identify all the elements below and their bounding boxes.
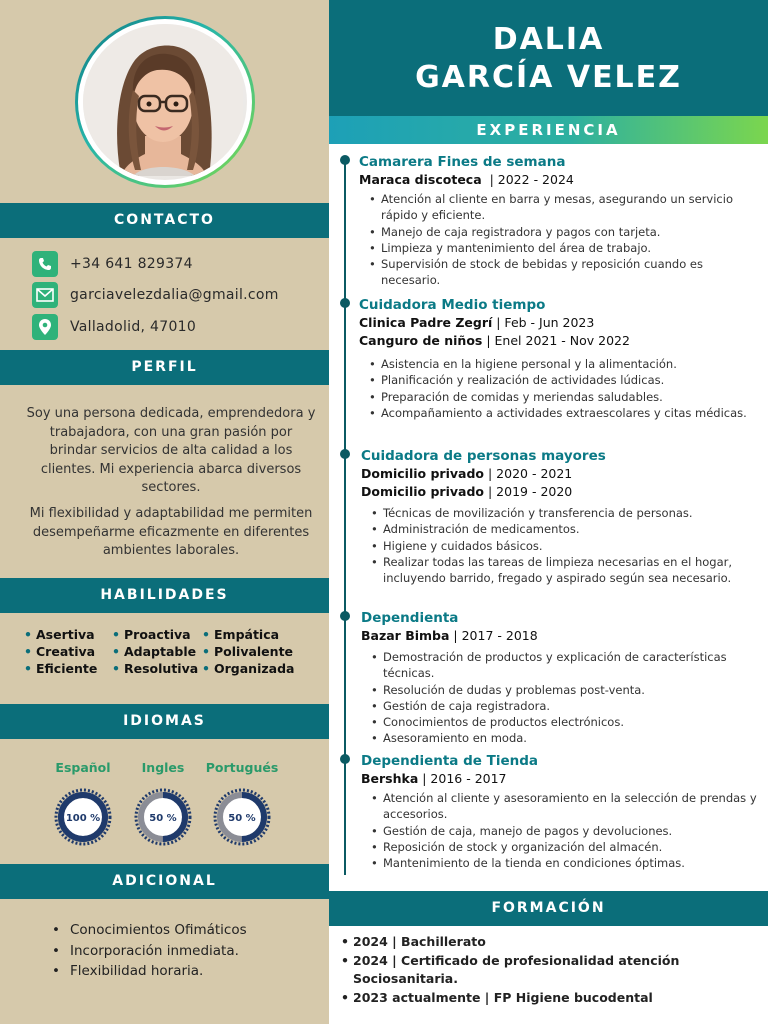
contact-location-row bbox=[32, 314, 196, 340]
main-column bbox=[329, 0, 768, 1024]
language-name: Ingles bbox=[141, 760, 185, 775]
job-place: Clinica Padre Zegrí | Feb - Jun 2023 bbox=[359, 315, 595, 330]
education-heading: FORMACIÓN bbox=[329, 891, 768, 926]
job-bullet: • Administración de medicamentos. bbox=[383, 521, 761, 537]
contact-phone-row bbox=[32, 251, 193, 277]
sidebar bbox=[0, 0, 329, 1024]
job-bullet: • Mantenimiento de la tienda en condiciones óptimas. bbox=[383, 855, 761, 871]
language-item bbox=[48, 760, 118, 846]
job-bullet: • Atención al cliente y asesoramiento en la selección de prendas y accesorios. bbox=[383, 790, 761, 823]
skill-item: • Adaptable bbox=[112, 644, 197, 659]
education-list bbox=[353, 933, 763, 1007]
additional-heading: ADICIONAL bbox=[0, 864, 329, 899]
languages-heading: IDIOMAS bbox=[0, 704, 329, 739]
language-name: Portugués bbox=[205, 760, 279, 775]
profile-heading: PERFIL bbox=[0, 350, 329, 385]
language-gauge bbox=[134, 788, 192, 846]
job-bullet: • Asistencia en la higiene personal y la alimentación. bbox=[381, 356, 759, 372]
skill-item: • Polivalente bbox=[202, 644, 294, 659]
last-name: GARCÍA VELEZ bbox=[415, 60, 682, 95]
first-name: DALIA bbox=[492, 22, 605, 57]
job-bullets bbox=[359, 356, 759, 421]
language-level: 50 % bbox=[149, 813, 177, 824]
language-gauge bbox=[54, 788, 112, 846]
job-bullet: • Supervisión de stock de bebidas y reposición cuando es necesario. bbox=[381, 256, 759, 289]
job-bullet: • Realizar todas las tareas de limpieza necesarias en el hogar, incluyendo barrido, fregado y aspirado según sea necesario. bbox=[383, 554, 761, 587]
additional-item: • Conocimientos Ofimáticos bbox=[52, 920, 247, 941]
location-pin-icon bbox=[32, 314, 58, 340]
job-bullet: • Planificación y realización de actividades lúdicas. bbox=[381, 372, 759, 388]
language-name: Español bbox=[55, 760, 111, 775]
job-place: Bazar Bimba | 2017 - 2018 bbox=[361, 628, 538, 643]
job-entry bbox=[361, 609, 761, 747]
profile-paragraph-1: Soy una persona dedicada, emprendedora y trabajadora, con una gran pasión por brindar servicios de alta calidad a los clientes. Mi experiencia abarca diversos sectores. bbox=[26, 406, 316, 495]
job-bullet: • Acompañamiento a actividades extraescolares y citas médicas. bbox=[381, 405, 759, 421]
job-bullet: • Atención al cliente en barra y mesas, asegurando un servicio rápido y eficiente. bbox=[381, 191, 759, 224]
additional-item: • Flexibilidad horaria. bbox=[52, 961, 247, 982]
job-bullet: • Conocimientos de productos electrónicos. bbox=[383, 714, 761, 730]
job-bullets bbox=[361, 505, 761, 586]
language-level: 50 % bbox=[228, 813, 256, 824]
phone-icon bbox=[32, 251, 58, 277]
skill-item: • Proactiva bbox=[112, 627, 191, 642]
skills-heading: HABILIDADES bbox=[0, 578, 329, 613]
skills-grid bbox=[24, 627, 314, 676]
job-bullet: • Reposición de stock y organización del almacén. bbox=[383, 839, 761, 855]
job-bullet: • Higiene y cuidados básicos. bbox=[383, 538, 761, 554]
job-place: Domicilio privado | 2019 - 2020 bbox=[361, 484, 573, 499]
job-bullet: • Manejo de caja registradora y pagos con tarjeta. bbox=[381, 224, 759, 240]
job-entry bbox=[361, 447, 761, 586]
job-bullet: • Técnicas de movilización y transferencia de personas. bbox=[383, 505, 761, 521]
job-bullet: • Preparación de comidas y meriendas saludables. bbox=[381, 389, 759, 405]
job-title: Cuidadora de personas mayores bbox=[361, 448, 606, 464]
contact-email[interactable]: garciavelezdalia@gmail.com bbox=[70, 287, 279, 303]
timeline-line bbox=[344, 160, 346, 875]
skill-item: • Empática bbox=[202, 627, 280, 642]
job-bullet: • Limpieza y mantenimiento del área de trabajo. bbox=[381, 240, 759, 256]
education-item: • 2023 actualmente | FP Higiene bucodental bbox=[353, 989, 763, 1008]
job-title: Dependienta de Tienda bbox=[361, 753, 539, 769]
job-entry bbox=[359, 296, 759, 421]
experience-heading: EXPERIENCIA bbox=[329, 116, 768, 144]
skill-item: • Creativa bbox=[24, 644, 96, 659]
job-bullets bbox=[361, 649, 761, 747]
job-title: Camarera Fines de semana bbox=[359, 154, 566, 170]
job-bullet: • Gestión de caja registradora. bbox=[383, 698, 761, 714]
timeline-dot bbox=[340, 155, 350, 165]
timeline-dot bbox=[340, 611, 350, 621]
language-level: 100 % bbox=[65, 813, 101, 824]
contact-location: Valladolid, 47010 bbox=[70, 319, 197, 335]
profile-photo-frame bbox=[75, 16, 255, 188]
education-item: • 2024 | Bachillerato bbox=[353, 933, 763, 952]
job-place: Domicilio privado | 2020 - 2021 bbox=[361, 466, 573, 481]
job-bullet: • Demostración de productos y explicación de características técnicas. bbox=[383, 649, 761, 682]
job-bullet: • Gestión de caja, manejo de pagos y devoluciones. bbox=[383, 823, 761, 839]
contact-phone[interactable]: +34 641 829374 bbox=[70, 256, 193, 272]
job-place: Maraca discoteca | 2022 - 2024 bbox=[359, 172, 574, 187]
timeline-dot bbox=[340, 298, 350, 308]
contact-heading: CONTACTO bbox=[0, 203, 329, 238]
language-gauge bbox=[213, 788, 271, 846]
additional-item: • Incorporación inmediata. bbox=[52, 941, 247, 962]
job-bullet: • Resolución de dudas y problemas post-venta. bbox=[383, 682, 761, 698]
skill-item: • Organizada bbox=[202, 661, 295, 676]
contact-email-row bbox=[32, 282, 279, 308]
timeline-dot bbox=[340, 754, 350, 764]
profile-paragraph-2: Mi flexibilidad y adaptabilidad me permiten desempeñarme eficazmente en diferentes ambientes laborales. bbox=[29, 506, 313, 558]
job-title: Cuidadora Medio tiempo bbox=[359, 297, 546, 313]
job-bullets bbox=[361, 790, 761, 871]
skill-item: • Eficiente bbox=[24, 661, 98, 676]
language-item bbox=[202, 760, 282, 846]
skill-item: • Resolutiva bbox=[112, 661, 199, 676]
job-bullets bbox=[359, 191, 759, 289]
skill-item: • Asertiva bbox=[24, 627, 95, 642]
language-item bbox=[128, 760, 198, 846]
job-bullet: • Asesoramiento en moda. bbox=[383, 730, 761, 746]
job-entry bbox=[359, 153, 759, 289]
job-title: Dependienta bbox=[361, 610, 459, 626]
name-header bbox=[329, 0, 768, 116]
job-entry bbox=[361, 752, 761, 871]
education-item: • 2024 | Certificado de profesionalidad atención Sociosanitaria. bbox=[353, 952, 763, 989]
profile-photo bbox=[83, 24, 247, 180]
job-place: Canguro de niños | Enel 2021 - Nov 2022 bbox=[359, 333, 630, 348]
mail-icon bbox=[32, 282, 58, 308]
additional-list bbox=[52, 920, 247, 982]
job-place: Bershka | 2016 - 2017 bbox=[361, 771, 507, 786]
timeline-dot bbox=[340, 449, 350, 459]
